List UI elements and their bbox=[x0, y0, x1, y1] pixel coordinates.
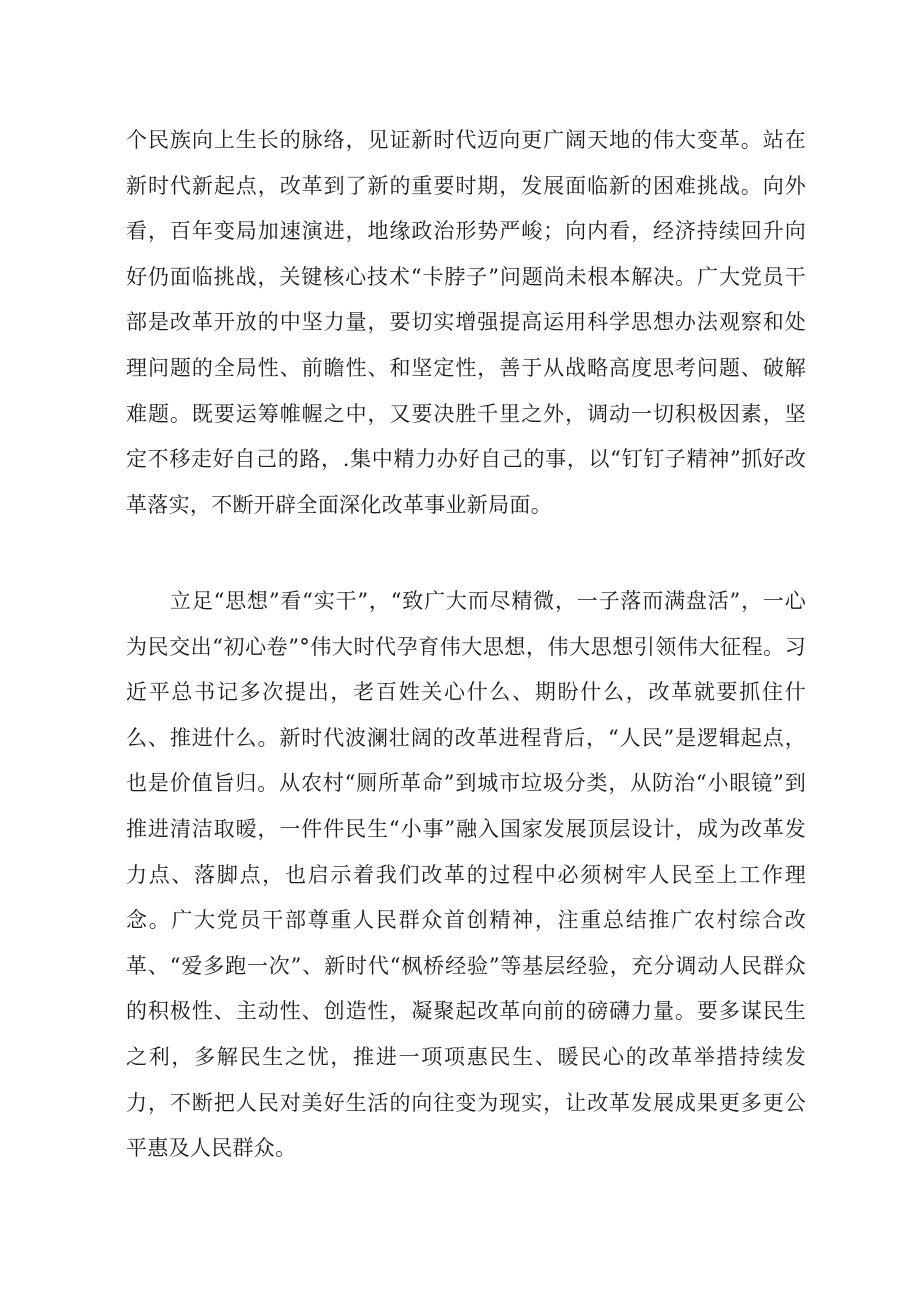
body-paragraph: 个民族向上生长的脉络，见证新时代迈向更广阔天地的伟大变革。站在新时代新起点，改革到了新的重要时期，发展面临新的困难挑战。向外看，百年变局加速演进，地缘政治形势严峻；向内看，经济持续回升向好仍面临挑战，关键核心技术“卡脖子”问题尚未根本解决。广大党员干部是改革开放的中坚力量，要切实增强提高运用科学思想办法观察和处理问题的全局性、前瞻性、和坚定性，善于从战略高度思考问题、破解难题。既要运筹帷幄之中，又要决胜千里之外，调动一切积极因素，坚定不移走好自己的路，.集中精力办好自己的事，以“钉钉子精神”抓好改革落实，不断开辟全面深化改革事业新局面。 bbox=[126, 128, 806, 517]
body-paragraph: 立足“思想”看“实干”，“致广大而尽精微，一子落而满盘活”，一心为民交出“初心卷”°伟大时代孕育伟大思想，伟大思想引领伟大征程。习近平总书记多次提出，老百姓关心什么、期盼什么，改革就要抓住什么、推进什么。新时代波澜壮阔的改革进程背后，“人民”是逻辑起点，也是价值旨归。从农村“厕所革命”到城市垃圾分类，从防治“小眼镜”到推进清洁取暧，一件件民生“小事”融入国家发展顶层设计，成为改革发力点、落脚点，也启示着我们改革的过程中必须树牢人民至上工作理念。广大党员干部尊重人民群众首创精神，注重总结推广农村综合改革、“爱多跑一次”、新时代“枫桥经验”等基层经验，充分调动人民群众的积极性、主动性、创造性，凝聚起改革向前的磅礴力量。要多谋民生之利，多解民生之忧，推进一项项惠民生、暖民心的改革举措持续发力，不断把人民对美好生活的向往变为现实，让改革发展成果更多更公平惠及人民群众。 bbox=[126, 589, 806, 1161]
